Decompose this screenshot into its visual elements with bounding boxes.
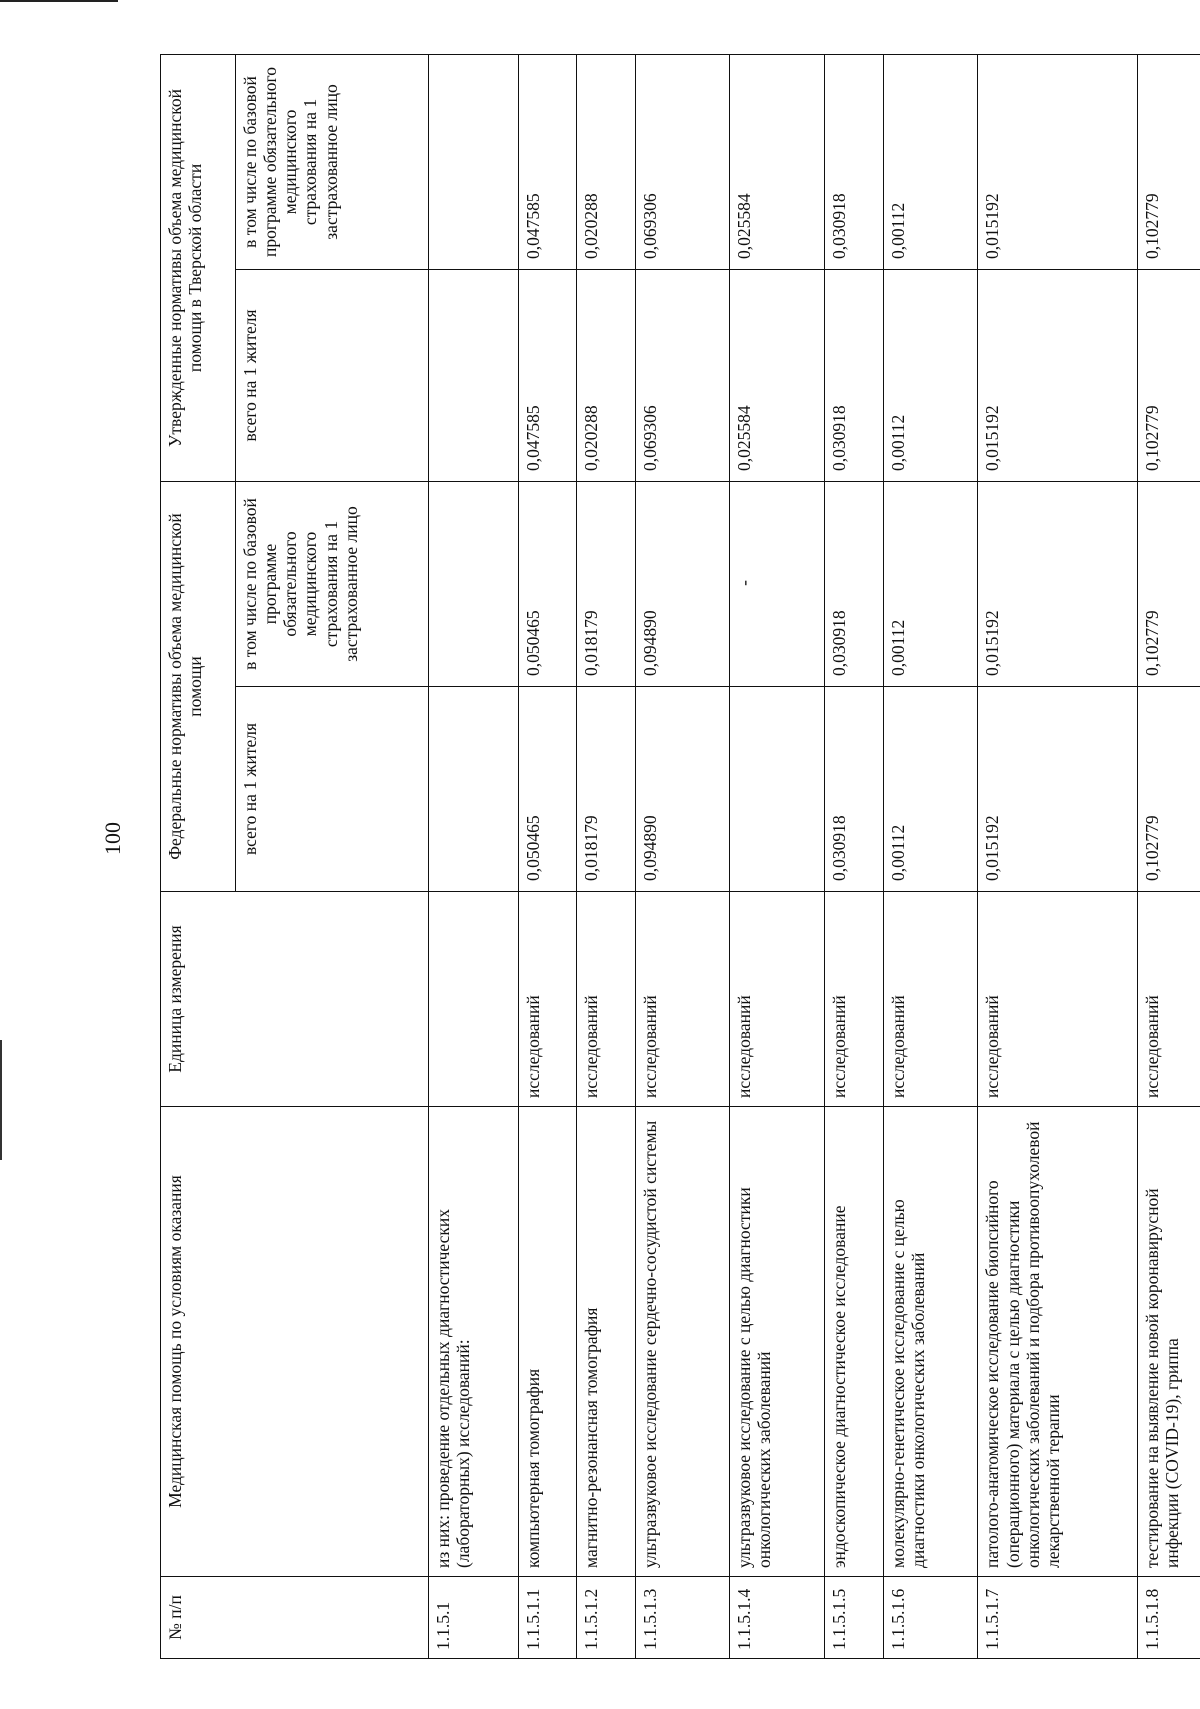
- header-tver-total: всего на 1 жителя: [236, 269, 429, 481]
- header-unit: Единица измерения: [161, 892, 429, 1107]
- row-tver-oms: 0,030918: [824, 54, 883, 269]
- table-row: [978, 54, 1138, 1658]
- row-num: 1.1.5.1.4: [730, 1577, 825, 1659]
- table-row: [730, 54, 825, 1658]
- row-name: тестирование на выявление новой коронавирусной инфекции (COVID-19), гриппа: [1137, 1107, 1200, 1577]
- scan-edge-left: [0, 1040, 2, 1160]
- row-num: 1.1.5.1.1: [519, 1577, 577, 1659]
- row-num: 1.1.5.1.8: [1137, 1577, 1200, 1659]
- row-num: 1.1.5.1.7: [978, 1577, 1138, 1659]
- row-fed-oms: 0,030918: [824, 481, 883, 686]
- row-tver-total: [429, 269, 519, 481]
- row-unit: [429, 892, 519, 1107]
- row-num: 1.1.5.1: [429, 1577, 519, 1659]
- row-fed-oms: 0,015192: [978, 481, 1138, 686]
- row-fed-total: [429, 687, 519, 892]
- row-name: патолого-анатомическое исследование биопсийного (операционного) материала с целью диагностики онкологических заболеваний и подбора противоопухолевой лекарственной терапии: [978, 1107, 1138, 1577]
- header-num: № п/п: [161, 1577, 429, 1659]
- row-unit: исследований: [978, 892, 1138, 1107]
- header-tver-oms: в том числе по базовой программе обязательного медицинского страхования на 1 застрахованное лицо: [236, 54, 429, 269]
- row-fed-total: [730, 687, 825, 892]
- norms-table: [160, 54, 1200, 1659]
- row-fed-oms: 0,094890: [635, 481, 730, 686]
- row-tver-total: 0,047585: [519, 269, 577, 481]
- table-row: [429, 54, 519, 1658]
- row-name: компьютерная томография: [519, 1107, 577, 1577]
- row-name: из них: проведение отдельных диагностических (лабораторных) исследований:: [429, 1107, 519, 1577]
- row-tver-oms: 0,102779: [1137, 54, 1200, 269]
- row-fed-total: 0,050465: [519, 687, 577, 892]
- row-fed-total: 0,102779: [1137, 687, 1200, 892]
- row-tver-oms: 0,047585: [519, 54, 577, 269]
- table-row: [576, 54, 635, 1658]
- table-row: [883, 54, 978, 1658]
- row-unit: исследований: [730, 892, 825, 1107]
- header-care: Медицинская помощь по условиям оказания: [161, 1107, 429, 1577]
- row-fed-total: 0,030918: [824, 687, 883, 892]
- row-fed-oms: [429, 481, 519, 686]
- page-number: 100: [100, 822, 125, 855]
- table-row: [635, 54, 730, 1658]
- row-fed-total: 0,018179: [576, 687, 635, 892]
- table-row: [1137, 54, 1200, 1658]
- header-fed-oms: в том числе по базовой программе обязательного медицинского страхования на 1 застрахованное лицо: [236, 481, 429, 686]
- row-tver-oms: 0,020288: [576, 54, 635, 269]
- row-name: молекулярно-генетическое исследование с целью диагностики онкологических заболеваний: [883, 1107, 978, 1577]
- table-row: [519, 54, 577, 1658]
- row-tver-oms: 0,015192: [978, 54, 1138, 269]
- row-fed-total: 0,015192: [978, 687, 1138, 892]
- row-num: 1.1.5.1.2: [576, 1577, 635, 1659]
- row-tver-total: 0,00112: [883, 269, 978, 481]
- row-unit: исследований: [883, 892, 978, 1107]
- rotated-table-wrapper: [160, 55, 1200, 1659]
- header-federal: Федеральные нормативы объема медицинской помощи: [161, 481, 236, 891]
- table-row: [824, 54, 883, 1658]
- row-tver-total: 0,015192: [978, 269, 1138, 481]
- header-fed-total: всего на 1 жителя: [236, 687, 429, 892]
- row-fed-total: 0,094890: [635, 687, 730, 892]
- row-unit: исследований: [824, 892, 883, 1107]
- row-unit: исследований: [576, 892, 635, 1107]
- row-tver-total: 0,030918: [824, 269, 883, 481]
- row-fed-oms: 0,102779: [1137, 481, 1200, 686]
- row-name: ультразвуковое исследование с целью диагностики онкологических заболеваний: [730, 1107, 825, 1577]
- row-tver-oms: [429, 54, 519, 269]
- row-name: магнитно-резонансная томография: [576, 1107, 635, 1577]
- row-fed-oms: 0,050465: [519, 481, 577, 686]
- row-tver-total: 0,020288: [576, 269, 635, 481]
- row-tver-total: 0,102779: [1137, 269, 1200, 481]
- row-fed-oms: -: [730, 481, 825, 686]
- row-num: 1.1.5.1.6: [883, 1577, 978, 1659]
- header-tver: Утвержденные нормативы объема медицинской помощи в Тверской области: [161, 54, 236, 481]
- row-tver-total: 0,069306: [635, 269, 730, 481]
- row-tver-total: 0,025584: [730, 269, 825, 481]
- row-unit: исследований: [635, 892, 730, 1107]
- scan-edge-top: [0, 0, 118, 2]
- row-fed-total: 0,00112: [883, 687, 978, 892]
- row-tver-oms: 0,069306: [635, 54, 730, 269]
- row-num: 1.1.5.1.5: [824, 1577, 883, 1659]
- row-name: эндоскопическое диагностическое исследование: [824, 1107, 883, 1577]
- row-fed-oms: 0,00112: [883, 481, 978, 686]
- row-fed-oms: 0,018179: [576, 481, 635, 686]
- row-tver-oms: 0,00112: [883, 54, 978, 269]
- row-unit: исследований: [1137, 892, 1200, 1107]
- row-num: 1.1.5.1.3: [635, 1577, 730, 1659]
- row-tver-oms: 0,025584: [730, 54, 825, 269]
- row-unit: исследований: [519, 892, 577, 1107]
- row-name: ультразвуковое исследование сердечно-сосудистой системы: [635, 1107, 730, 1577]
